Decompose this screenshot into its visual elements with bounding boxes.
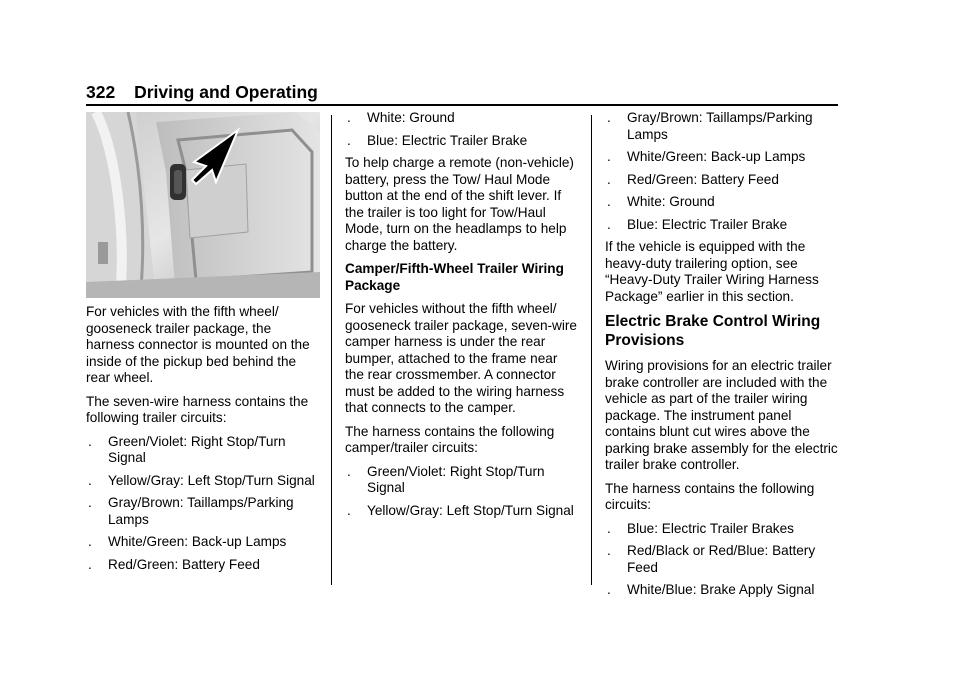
page-number: 322 bbox=[86, 82, 116, 102]
list-item: . White/Green: Back-up Lamps bbox=[88, 534, 287, 549]
list-item: . Gray/Brown: Taillamps/Parking Lamps bbox=[607, 110, 813, 142]
bullet: . bbox=[347, 132, 351, 148]
circuit-list bbox=[605, 110, 839, 233]
bullet: . bbox=[88, 495, 92, 510]
circuit-list bbox=[345, 110, 579, 149]
subheading: Camper/Fifth-Wheel Trailer Wiring Package bbox=[345, 261, 564, 293]
bullet: . bbox=[607, 582, 611, 597]
list-item: . Blue: Electric Trailer Brakes bbox=[607, 520, 794, 536]
list-item: . Red/Green: Battery Feed bbox=[607, 171, 779, 187]
paragraph: For vehicles without the fifth wheel/ gooseneck trailer package, seven-wire camper harness is under the rear bumper, attached to the frame near the rear crossmember. A connector must be added to the wiring harness that connects to the camper. bbox=[345, 301, 577, 415]
column-2 bbox=[345, 110, 579, 525]
bullet: . bbox=[607, 194, 611, 209]
list-item: . White/Blue: Brake Apply Signal bbox=[607, 582, 815, 597]
list-item: . Yellow/Gray: Left Stop/Turn Signal bbox=[347, 502, 574, 518]
column-1 bbox=[86, 112, 320, 579]
column-3 bbox=[605, 110, 839, 605]
paragraph: To help charge a remote (non-vehicle) battery, press the Tow/ Haul Mode button at the end of the shift lever. If the trailer is too light for Tow/Haul Mode, turn on the headlamps to help charge the battery. bbox=[345, 155, 574, 253]
list-item: . White: Ground bbox=[607, 194, 715, 209]
paragraph: The harness contains the following camper/trailer circuits: bbox=[345, 423, 555, 455]
list-item: . Blue: Electric Trailer Brake bbox=[347, 132, 528, 148]
list-item: . White/Green: Back-up Lamps bbox=[607, 149, 806, 164]
bullet: . bbox=[347, 110, 351, 125]
list-item: . White: Ground bbox=[347, 110, 455, 125]
bullet: . bbox=[607, 216, 611, 232]
bullet: . bbox=[607, 520, 611, 536]
circuit-list bbox=[86, 434, 320, 574]
list-item: . Gray/Brown: Taillamps/Parking Lamps bbox=[88, 495, 294, 527]
list-item: . Yellow/Gray: Left Stop/Turn Signal bbox=[88, 472, 315, 488]
list-item: . Red/Black or Red/Blue: Battery Feed bbox=[607, 543, 816, 575]
list-item: . Green/Violet: Right Stop/Turn Signal bbox=[347, 463, 545, 495]
paragraph: For vehicles with the fifth wheel/ gooseneck trailer package, the harness connector is mounted on the inside of the pickup bed behind the rear wheel. bbox=[86, 304, 310, 385]
column-divider-2 bbox=[591, 115, 592, 585]
circuit-list bbox=[605, 521, 839, 599]
section-title: Driving and Operating bbox=[134, 82, 318, 102]
list-item: . Green/Violet: Right Stop/Turn Signal bbox=[88, 433, 286, 465]
page-header bbox=[86, 82, 318, 103]
paragraph: The seven-wire harness contains the following trailer circuits: bbox=[86, 393, 309, 425]
paragraph: The harness contains the following circuits: bbox=[605, 480, 815, 512]
list-item: . Blue: Electric Trailer Brake bbox=[607, 216, 788, 232]
bullet: . bbox=[607, 171, 611, 187]
circuit-list bbox=[345, 464, 579, 520]
bullet: . bbox=[347, 502, 351, 518]
bullet: . bbox=[88, 556, 92, 572]
paragraph: Wiring provisions for an electric trailer brake controller are included with the vehicle as part of the trailer wiring package. The instrument panel contains blunt cut wires above the parking brake assembly for the electric trailer brake controller. bbox=[605, 358, 838, 472]
list-item: . Red/Green: Battery Feed bbox=[88, 556, 260, 572]
bullet: . bbox=[607, 543, 611, 558]
column-divider-1 bbox=[331, 115, 332, 585]
bullet: . bbox=[88, 534, 92, 549]
bullet: . bbox=[88, 433, 92, 449]
bullet: . bbox=[607, 110, 611, 125]
bullet: . bbox=[347, 463, 351, 479]
bullet: . bbox=[607, 149, 611, 164]
harness-connector-photo bbox=[86, 112, 320, 298]
paragraph: If the vehicle is equipped with the heavy-duty trailering option, see “Heavy-Duty Trailer Wiring Harness Package” earlier in this section. bbox=[605, 239, 819, 304]
section-heading: Electric Brake Control Wiring Provisions bbox=[605, 313, 821, 349]
bullet: . bbox=[88, 472, 92, 488]
header-rule bbox=[86, 104, 838, 106]
